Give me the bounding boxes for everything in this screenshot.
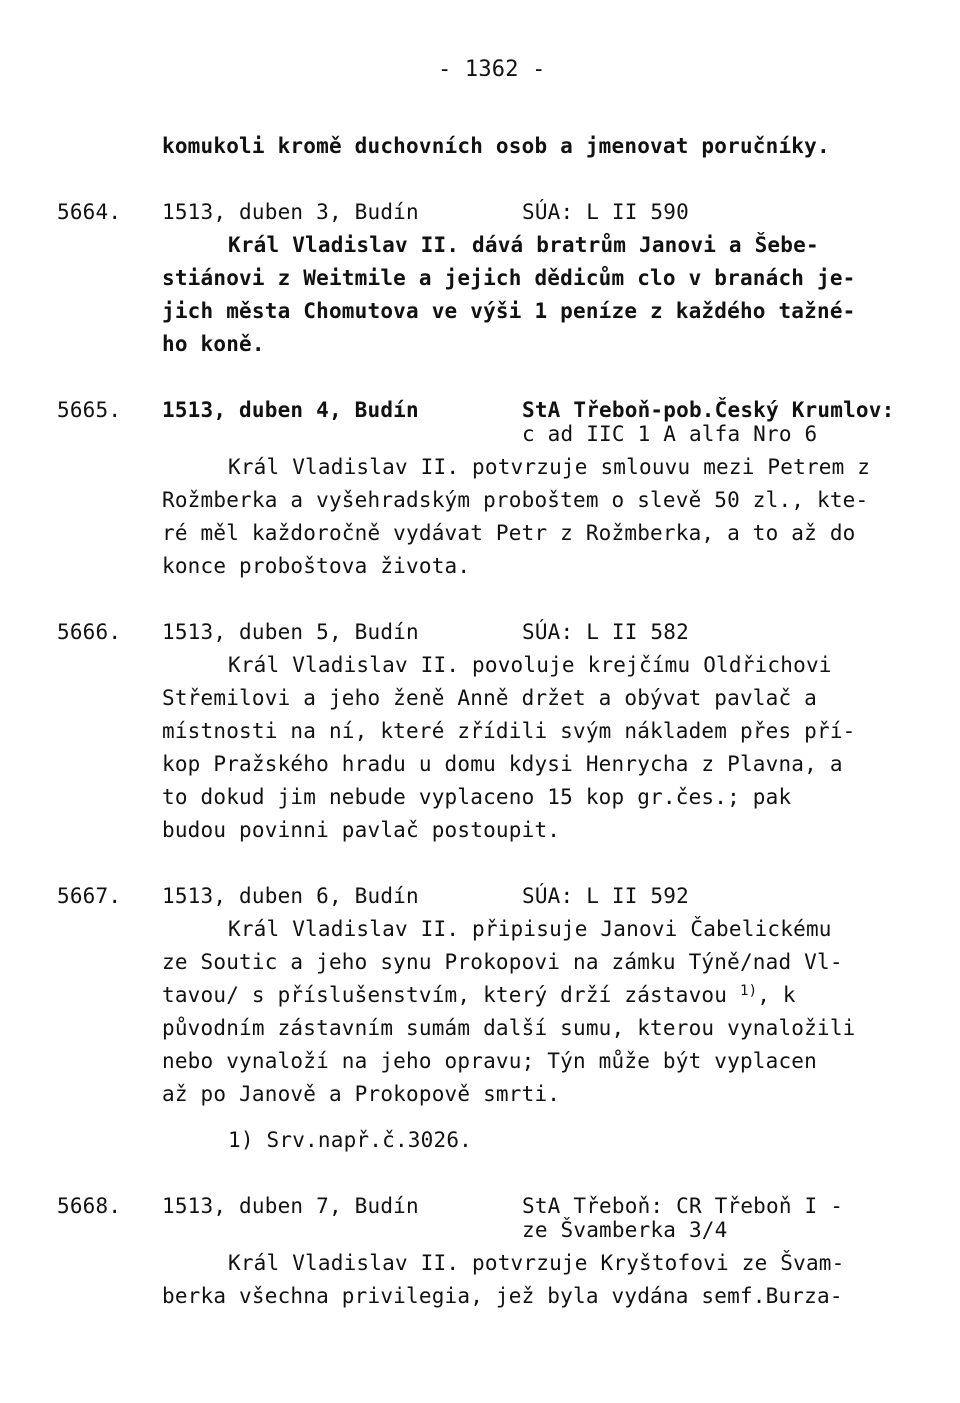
footnote: 1) Srv.např.č.3026. (228, 1128, 473, 1152)
entry-number: 5667. (57, 884, 122, 908)
entry-source: ze Švamberka 3/4 (522, 1218, 728, 1242)
entry-source: SÚA: L II 582 (522, 620, 689, 644)
entry-source: StA Třeboň-pob.Český Krumlov: (522, 398, 895, 422)
entry-text-line: Král Vladislav II. připisuje Janovi Čabelickému (228, 917, 832, 941)
entry-number: 5664. (57, 200, 122, 224)
entry-text-line: budou povinni pavlač postoupit. (162, 818, 561, 842)
entry-text-line: kop Pražského hradu u domu kdysi Henrycha z Plavna, a (162, 752, 843, 776)
entry-text-line: konce proboštova života. (162, 554, 471, 578)
entry-text-line: jich města Chomutova ve výši 1 peníze z každého tažné- (162, 299, 856, 323)
entry-date-place: 1513, duben 3, Budín (162, 200, 419, 224)
entry-text-line: nebo vynaloží na jeho opravu; Týn může být vyplacen (162, 1049, 817, 1073)
footnote-mark: 1) (739, 983, 758, 999)
entry-text-line: ho koně. (162, 332, 265, 356)
entry-date-place: 1513, duben 4, Budín (162, 398, 419, 422)
entry-text-line: Král Vladislav II. dává bratrům Janovi a Šebe- (228, 233, 819, 257)
entry-source: SÚA: L II 592 (522, 884, 689, 908)
entry-text-segment: , k (757, 983, 796, 1007)
entry-date-place: 1513, duben 7, Budín (162, 1194, 419, 1218)
entry-text-segment: tavou/ s příslušenstvím, který drží zástavou (162, 983, 728, 1007)
entry-text-line: Král Vladislav II. potvrzuje smlouvu mezi Petrem z (228, 455, 871, 479)
page-number: - 1362 - (438, 57, 546, 82)
entry-text-line: to dokud jim nebude vyplaceno 15 kop gr.čes.; pak (162, 785, 792, 809)
entry-text-line: berka všechna privilegia, jež byla vydána semf.Burza- (162, 1284, 843, 1308)
entry-text-line: stiánovi z Weitmile a jejich dědicům clo v branách je- (162, 266, 856, 290)
entry-text-line: ze Soutic a jeho synu Prokopovi na zámku Týně/nad Vl- (162, 950, 843, 974)
entry-source: SÚA: L II 590 (522, 200, 689, 224)
entry-text-line: ré měl každoročně vydávat Petr z Rožmberka, a to až do (162, 521, 856, 545)
entry-number: 5668. (57, 1194, 122, 1218)
entry-text-line: Král Vladislav II. potvrzuje Kryštofovi ze Švam- (228, 1251, 845, 1275)
entry-text-line (162, 979, 796, 1011)
entry-text-line: Rožmberka a vyšehradským proboštem o slevě 50 zl., kte- (162, 488, 869, 512)
entry-date-place: 1513, duben 6, Budín (162, 884, 419, 908)
entry-number: 5665. (57, 398, 122, 422)
entry-text-line: Král Vladislav II. povoluje krejčímu Oldřichovi (228, 653, 832, 677)
continuation-text: komukoli kromě duchovních osob a jmenovat poručníky. (162, 134, 830, 158)
entry-date-place: 1513, duben 5, Budín (162, 620, 419, 644)
entry-text-line: Střemilovi a jeho ženě Anně držet a obývat pavlač a (162, 686, 817, 710)
entry-source: c ad IIC 1 A alfa Nro 6 (522, 422, 818, 446)
entry-text-line: původním zástavním sumám další sumu, kterou vynaložili (162, 1016, 856, 1040)
entry-number: 5666. (57, 620, 122, 644)
entry-source: StA Třeboň: CR Třeboň I - (522, 1194, 844, 1218)
entry-text-line: místnosti na ní, které zřídili svým nákladem přes pří- (162, 719, 856, 743)
entry-text-line: až po Janově a Prokopově smrti. (162, 1082, 561, 1106)
